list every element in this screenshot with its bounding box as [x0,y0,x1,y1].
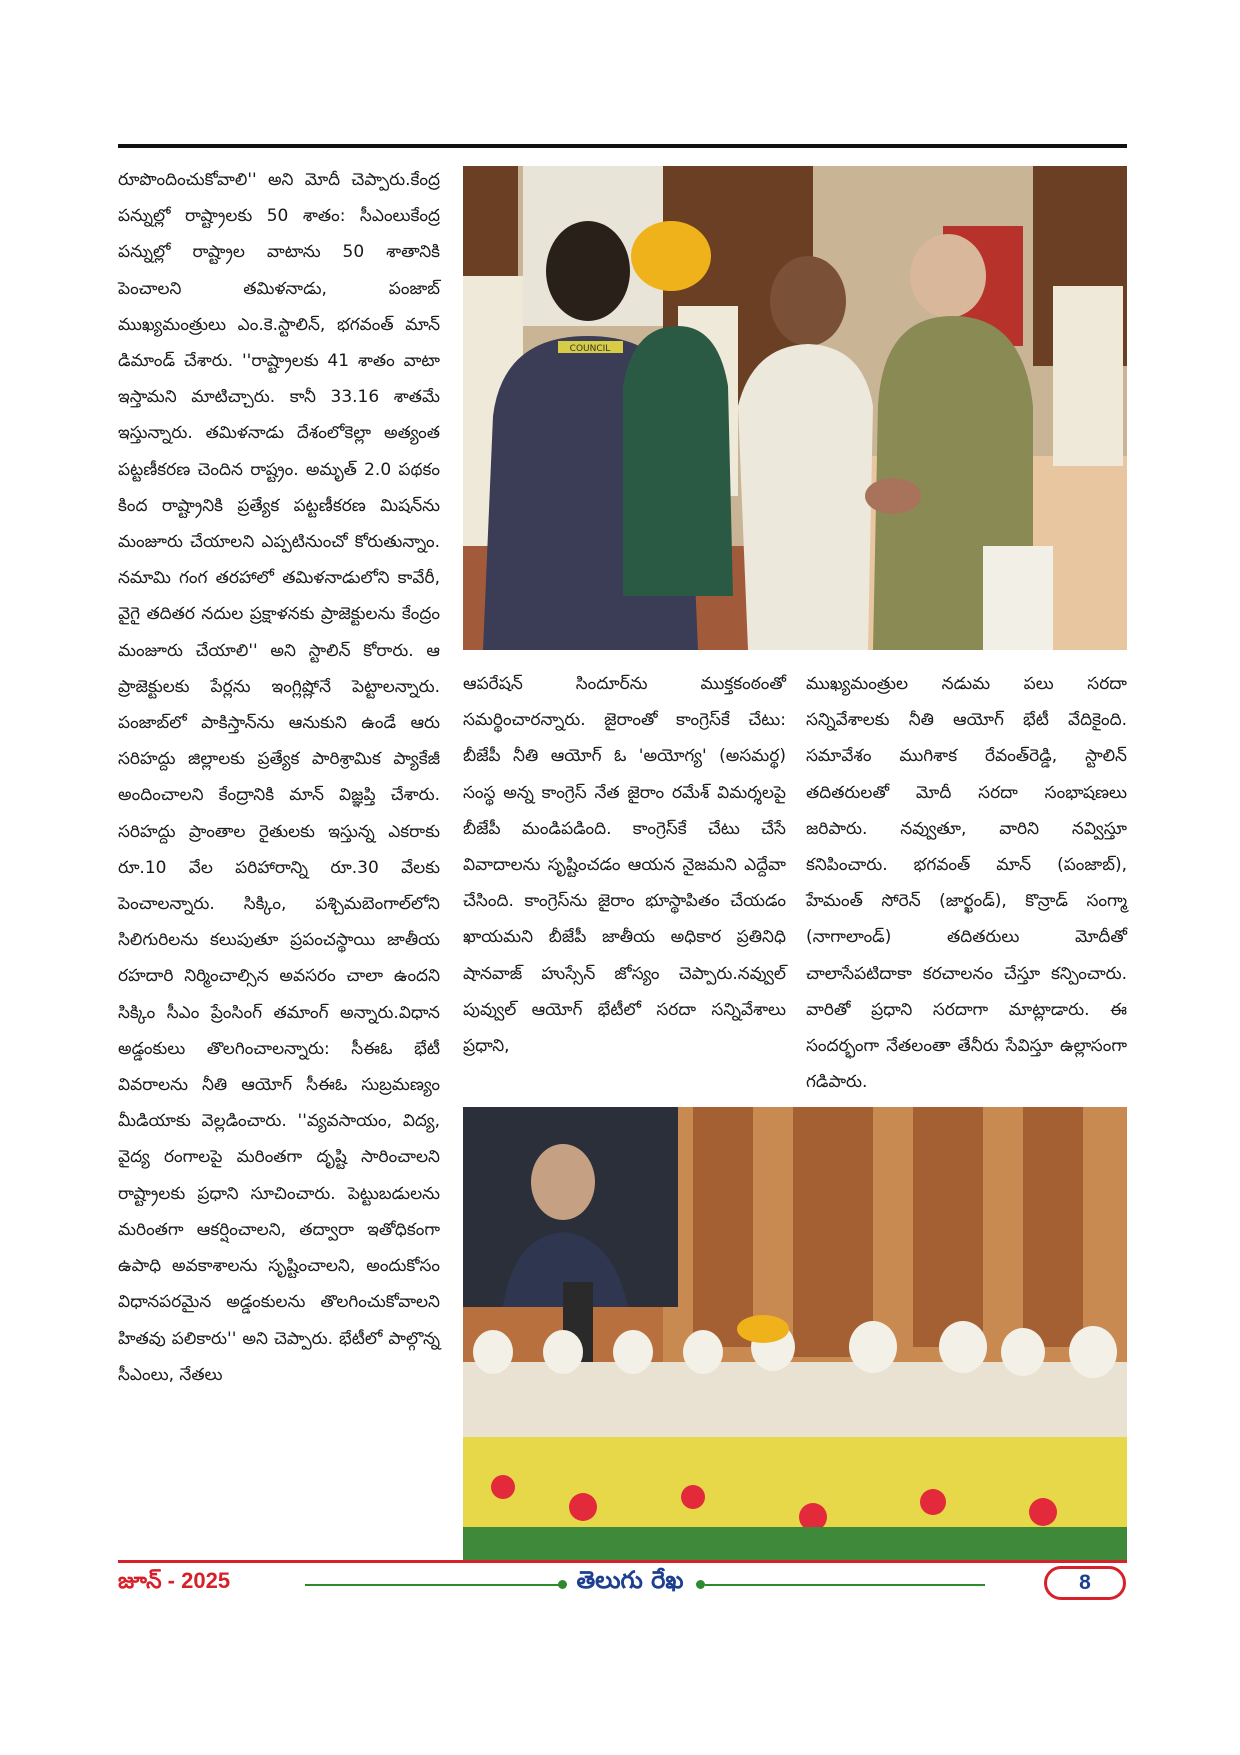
footer-ornament-dot-right [696,1580,705,1589]
article-paragraph: రూపొందించుకోవాలి'' అని మోదీ చెప్పారు.కేంద్ర పన్నుల్లో రాష్ట్రాలకు 50 శాతం: సీఎంలుకేంద్ర పన్నుల్లో రాష్ట్రాల వాటాను 50 శాతానికి పెంచాలని తమిళనాడు, పంజాబ్ ముఖ్యమంత్రులు ఎం.కె.స్టాలిన్, భగవంత్ మాన్ డిమాండ్ చేశారు. ''రాష్ట్రాలకు 41 శాతం వాటా ఇస్తామని మాటిచ్చారు. కానీ 33.16 శాతమే ఇస్తున్నారు. తమిళనాడు దేశంలోకెల్లా అత్యంత పట్టణీకరణ చెందిన రాష్ట్రం. అమృత్ 2.0 పథకం కింద రాష్ట్రానికి ప్రత్యేక పట్టణీకరణ మిషన్‌ను మంజూరు చేయాలని ఎప్పటినుంచో కోరుతున్నాం. నమామి గంగ తరహాలో తమిళనాడులోని కావేరీ, వైగై తదితర నదుల ప్రక్షాళనకు ప్రాజెక్టులను కేంద్రం మంజూరు చేయాలి'' అని స్టాలిన్ కోరారు. ఆ ప్రాజెక్టులకు పేర్లను ఇంగ్లిష్లోనే పెట్టాలన్నారు. పంజాబ్‌లో పాకిస్తాన్‌ను ఆనుకుని ఉండే ఆరు సరిహద్దు జిల్లాలకు ప్రత్యేక పారిశ్రామిక ప్యాకేజీ అందించాలని కేంద్రానికి మాన్ విజ్ఞప్తి చేశారు. సరిహద్దు ప్రాంతాల రైతులకు ఇస్తున్న ఎకరాకు రూ.10 వేల పరిహారాన్ని రూ.30 వేలకు పెంచాలన్నారు. సిక్కిం, పశ్చిమబెంగాల్‌లోని సిలిగురిలను కలుపుతూ ప్రపంచస్థాయి జాతీయ రహదారి నిర్మించాల్సిన అవసరం చాలా ఉందని సిక్కిం సీఎం ప్రేంసింగ్ తమాంగ్ అన్నారు.విధాన అడ్డంకులు తొలగించాలన్నారు: సీఈఓ భేటీ వివరాలను నీతి ఆయోగ్ సీఈఓ సుబ్రమణ్యం మీడియాకు వెల్లడించారు. ''వ్యవసాయం, విద్య, వైద్య రంగాలపై మరింతగా దృష్టి సారించాలని రాష్ట్రాలకు ప్రధాని సూచించారు. పెట్టుబడులను మరింతగా ఆకర్షించాలని, తద్వారా ఇతోధికంగా ఉపాధి అవకాశాలను సృష్టించాలని, అందుకోసం విధానపరమైన అడ్డంకులను తొలగించుకోవాలని హితవు పలికారు'' అని చెప్పారు. భేటీలో పాల్గొన్న సీఎంలు, నేతలు [118,170,440,1385]
lanyard-text: COUNCIL [569,344,611,354]
article-paragraph: ముఖ్యమంత్రుల నడుమ పలు సరదా సన్నివేశాలకు నీతి ఆయోగ్ భేటీ వేదికైంది. సమావేశం ముగిశాక రేవంత్‌రెడ్డి, స్టాలిన్ తదితరులతో మోదీ సరదా సంభాషణలు జరిపారు. నవ్వుతూ, వారిని నవ్విస్తూ కనిపించారు. భగవంత్ మాన్ (పంజాబ్), హేమంత్ సోరెన్ (జార్ఖండ్), కొన్రాడ్ సంగ్మా (నాగాలాండ్) తదితరులు మోదీతో చాలాసేపటిదాకా కరచాలనం చేస్తూ కన్పించారు. వారితో ప్రధాని సరదాగా మాట్లాడారు. ఈ సందర్భంగా నేతలంతా తేనీరు సేవిస్తూ ఉల్లాసంగా గడిపారు. [806,674,1127,1093]
article-column-left [118,162,440,1393]
article-column-middle [463,666,786,1064]
footer-ornament-line-left [305,1584,560,1586]
photo-leaders-handshake [463,166,1127,650]
issue-date: జూన్ - 2025 [118,1568,231,1593]
article-paragraph: ఆపరేషన్ సిందూర్‌ను ముక్తకంఠంతో సమర్థించారన్నారు. జైరాంతో కాంగ్రెస్‌కే చేటు: బీజేపీ నీతి ఆయోగ్ ఓ 'అయోగ్య' (అసమర్థ) సంస్థ అన్న కాంగ్రెస్ నేత జైరాం రమేశ్ విమర్శలపై బీజేపీ మండిపడింది. కాంగ్రెస్‌కే చేటు చేసే వివాదాలను సృష్టించడం ఆయన నైజమని ఎద్దేవా చేసింది. కాంగ్రెస్‌ను జైరాం భూస్థాపితం చేయడం ఖాయమని బీజేపీ జాతీయ అధికార ప్రతినిధి షానవాజ్ హుస్సేన్ జోస్యం చెప్పారు.నవ్వుల్ పువ్వుల్ ఆయోగ్ భేటీలో సరదా సన్నివేశాలు ప్రధాని, [463,674,786,1057]
top-rule [118,144,1127,148]
masthead-logo: తెలుగు రేఖ [576,1566,684,1594]
footer-rule [118,1560,1127,1563]
article-column-right [806,666,1127,1100]
photo-meeting-hall [463,1107,1127,1560]
page-number: 8 [1044,1566,1126,1600]
footer-ornament-line-right [705,1584,985,1586]
